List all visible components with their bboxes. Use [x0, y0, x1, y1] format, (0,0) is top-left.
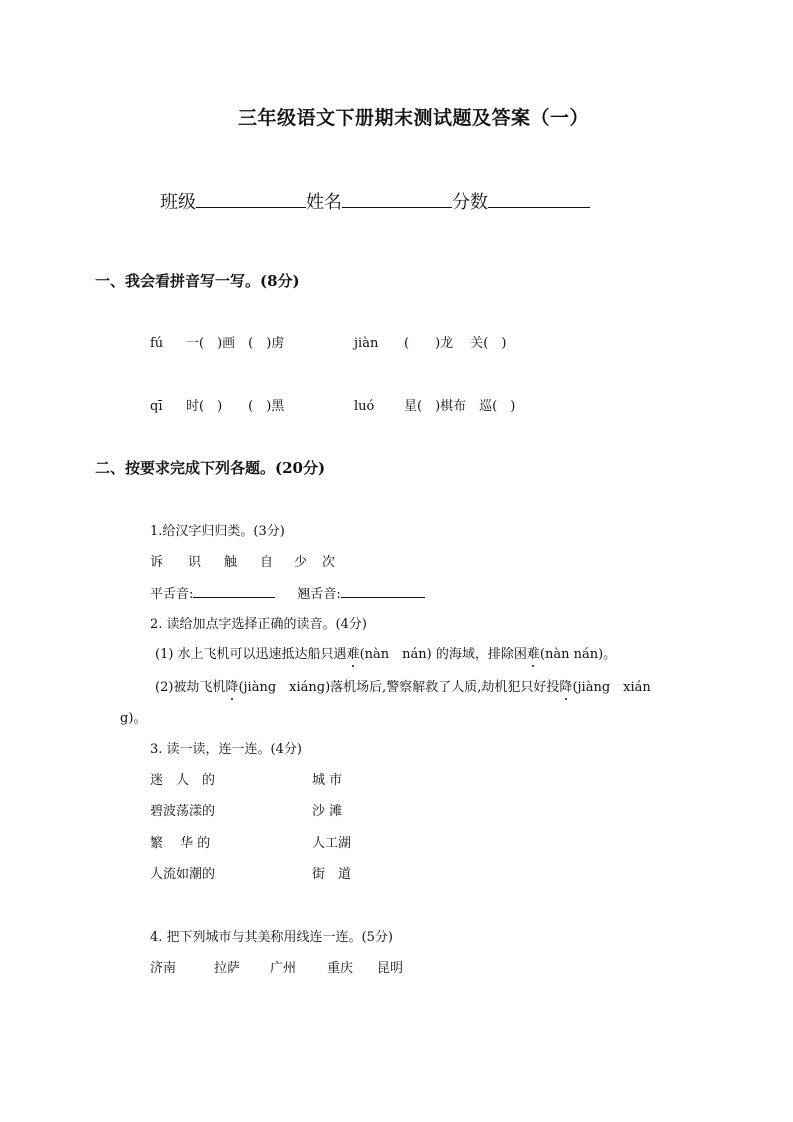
q2-s1-part: (1) 水上飞机可以迅速抵达船只遇 [155, 647, 347, 662]
pinyin-row-2 [150, 395, 515, 414]
q4-title: 4. 把下列城市与其美称用线连一连。(5分) [150, 930, 393, 945]
city-item: 济南 [150, 961, 177, 976]
pinyin-jian: jiàn [354, 336, 379, 351]
q4-cities [150, 957, 403, 976]
q1-answer-line [150, 583, 425, 602]
student-info-line [160, 188, 590, 214]
q2-sentence-1 [155, 643, 616, 662]
dotted-char: 降 [225, 676, 238, 695]
q2-title: 2. 读给加点字选择正确的读音。(4分) [150, 617, 367, 632]
match-right-item: 城 市 [312, 773, 343, 788]
retroflex-label: 翘舌音: [297, 587, 341, 602]
pinyin-qi: qī [150, 399, 163, 414]
dotted-char: 难 [347, 643, 360, 662]
char-item: 识 [188, 555, 202, 570]
name-blank[interactable] [342, 189, 452, 208]
pinyin-qi-words: 时( ) ( )黑 [186, 399, 285, 414]
char-item: 触 [224, 555, 238, 570]
q3-title: 3. 读一读，连一连。(4分) [150, 742, 302, 757]
match-right-item: 街 道 [312, 867, 352, 882]
page-title: 三年级语文下册期末测试题及答案（一） [238, 107, 590, 129]
q2-sentence-2-wrap: g)。 [120, 711, 147, 726]
match-right-item: 沙 滩 [312, 804, 343, 819]
char-item: 次 [322, 555, 336, 570]
city-item: 拉萨 [214, 961, 241, 976]
char-item: 自 [260, 555, 274, 570]
char-item: 少 [294, 555, 308, 570]
pinyin-row-1 [150, 332, 506, 351]
q2-s2-part: (2)被劫飞机 [155, 680, 226, 695]
class-label: 班级 [160, 192, 196, 213]
flat-tongue-label: 平舌音: [150, 587, 194, 602]
match-left-item: 繁 华 的 [150, 836, 211, 851]
flat-tongue-blank[interactable] [193, 584, 275, 598]
pinyin-jian-words: ( )龙 关( ) [404, 336, 507, 351]
pinyin-fu: fú [150, 336, 164, 351]
match-left-item: 迷 人 的 [150, 773, 216, 788]
q2-sentence-2 [155, 676, 651, 695]
name-label: 姓名 [306, 192, 342, 213]
char-item: 诉 [150, 555, 164, 570]
pinyin-luo-words: 星( )棋布 巡( ) [404, 399, 516, 414]
score-label: 分数 [452, 192, 488, 213]
retroflex-blank[interactable] [341, 584, 425, 598]
section-1-heading: 一、我会看拼音写一写。(8分) [95, 272, 300, 290]
q2-s1-part: (nàn nán)。 [539, 647, 617, 662]
match-right-item: 人工湖 [312, 836, 352, 851]
class-blank[interactable] [196, 189, 306, 208]
pinyin-luo: luó [354, 399, 375, 414]
pinyin-fu-words: 一( )画 ( )虏 [186, 336, 285, 351]
city-item: 广州 [270, 961, 297, 976]
city-item: 昆明 [377, 961, 404, 976]
city-item: 重庆 [327, 961, 354, 976]
section-2-heading: 二、按要求完成下列各题。(20分) [95, 459, 326, 477]
match-left-item: 人流如潮的 [150, 867, 216, 882]
score-blank[interactable] [488, 189, 590, 208]
q1-title: 1.给汉字归归类。(3分) [150, 524, 285, 539]
q1-chars [150, 551, 335, 570]
q2-s2-part: (jiàng xián [572, 680, 651, 695]
q2-s1-part: (nàn nán) 的海域，排除困 [359, 647, 527, 662]
q2-s2-part: (jiàng xiáng)落机场后,警察解救了人质,劫机犯只好投 [238, 680, 560, 695]
dotted-char: 难 [527, 643, 540, 662]
dotted-char: 降 [559, 676, 572, 695]
match-left-item: 碧波荡漾的 [150, 804, 216, 819]
